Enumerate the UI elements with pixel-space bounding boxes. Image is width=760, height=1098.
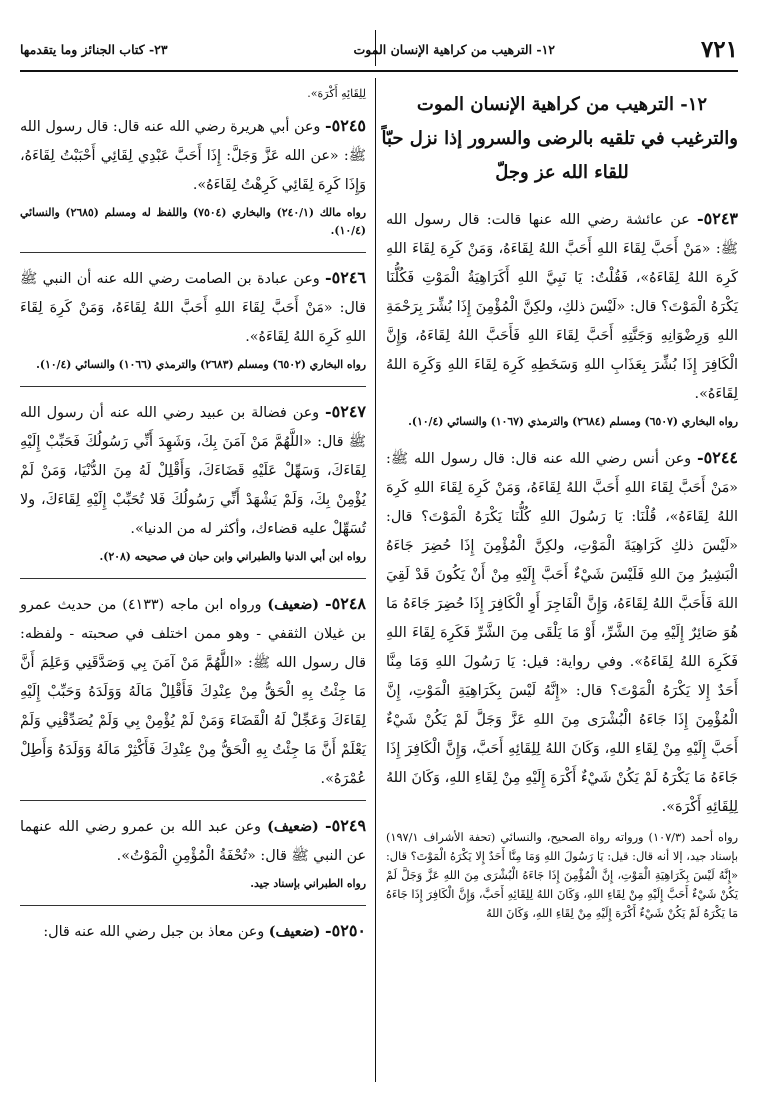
header-divider (375, 30, 376, 66)
running-header (20, 28, 738, 72)
hadith-source: رواه البخاري (٦٥٠٧) ومسلم (٢٦٨٤) والترمذي (١٠٦٧) والنسائي (١٠/٤). (408, 415, 738, 428)
hadith-text: وعن معاذ بن جبل رضي الله عنه قال: (43, 924, 265, 940)
hadith-text: ورواه ابن ماجه (٤١٣٣) من حديث عمرو بن غيلان الثقفي - وهو ممن اختلف في صحبته - ولفظه: قال رسول الله ﷺ: «اللَّهُمَّ مَنْ آمَنَ بِي وَصَدَّقَنِي وَعَلِمَ أَنَّ مَا جِئْتُ بِهِ الْحَقُّ مِنْ عِنْدِكَ فَأَقْلِلْ مَالَهُ وَوَلَدَهُ وَحَبِّبْ إِلَيْهِ لِقَاءَكَ وَعَجِّلْ لَهُ الْقَضَاءَ وَمَنْ لَمْ يُؤْمِنْ بِي وَلَمْ يُصَدِّقْنِي وَلَمْ يَعْلَمْ أَنَّ مَا جِئْتُ بِهِ الْحَقُّ مِنْ عِنْدِكَ فَأَكْثِرْ مَالَهُ وَوَلَدَهُ وَأَطِلْ عُمْرَهُ». (20, 597, 366, 787)
hadith-number: ٥٢٥٠- (324, 921, 366, 940)
hadith-5249 (20, 811, 366, 871)
hadith-text: وعن عبد الله بن عمرو رضي الله عنهما عن النبي ﷺ قال: «تُحْفَةُ الْمُؤْمِنِ الْمَوْتُ». (20, 819, 366, 864)
hadith-5244 (386, 443, 738, 822)
hadith-grade: (ضعيف) (267, 819, 319, 835)
hadith-5245 (20, 111, 366, 200)
right-column (381, 84, 738, 923)
chapter-title (381, 88, 738, 190)
hadith-text: وعن عبادة بن الصامت رضي الله عنه أن النبي ﷺ قال: «مَنْ أَحَبَّ لِقَاءَ اللهِ أَحَبَّ اللهُ لِقَاءَهُ، وَمَنْ كَرِهَ لِقَاءَ اللهِ كَرِهَ اللهُ لِقَاءَهُ». (20, 271, 366, 345)
section-divider (20, 578, 366, 579)
chapter-title-line-2: والترغيب في تلقيه بالرضى والسرور إذا نزل حبّاً (381, 128, 738, 149)
hadith-number: ٥٢٤٣- (696, 209, 738, 228)
hadith-source: رواه أحمد (١٠٧/٣) ورواته رواة الصحيح، والنسائي (تحفة الأشراف ١٩٧/١) بإسناد جيد، إلا أنه قال: قيل: يَا رَسُولَ اللهِ وَمَا مِنَّا أَحَدٌ إِلا يَكْرَهُ الْمَوْتَ؟ قال: «إِنَّهُ لَيْسَ بِكَرَاهِيَةِ الْمَوْتِ، إِنَّ الْمُؤْمِنَ إِذَا جَاءَهُ الْبُشْرَى مِنَ اللهِ عَزَّ وَجَلَّ لَمْ يَكُنْ شَيْءٌ أَحَبَّ إِلَيْهِ مِنْ لِقَاءِ اللهِ، وَكَانَ اللهُ لِلِقَائِهِ أَحَبَّ، وَإِنَّ الْكَافِرَ إِذَا جَاءَهُ مَا يَكْرَهُ لَمْ يَكُنْ شَيْءٌ أَكْرَهَ إِلَيْهِ مِنْ لِقَاءِ اللهِ، وَكَانَ اللهُ (386, 831, 738, 920)
chapter-title-line-3: للقاء الله عز وجلّ (495, 162, 629, 183)
hadith-grade: (ضعيف) (268, 924, 321, 940)
continuation-text: لِلِقَائِهِ أَكْرَهَ». (307, 87, 366, 100)
column-divider (375, 78, 376, 1082)
page-number: ٧٢١ (700, 35, 738, 63)
hadith-text: وعن فضالة بن عبيد رضي الله عنه أن رسول الله ﷺ قال: «اللَّهُمَّ مَنْ آمَنَ بِكَ، وَشَهِدَ أَنِّي رَسُولُكَ فَحَبِّبْ إِلَيْهِ لِقَاءَكَ، وَسَهِّلْ عَلَيْهِ قَضَاءَكَ، وَأَقْلِلْ لَهُ مِنَ الدُّنْيَا، وَمَنْ لَمْ يُؤْمِنْ بِكَ، وَلَمْ يَشْهَدْ أَنِّي رَسُولُكَ فَلا تُحَبِّبْ إِلَيْهِ لِقَاءَكَ، ولا تُسَهِّلْ عليه قضاءك، وأكثر له من الدنيا». (20, 405, 366, 537)
section-header-title: ١٢- الترهيب من كراهية الإنسان الموت (353, 41, 556, 57)
book-page (20, 28, 738, 1088)
chapter-title-line-1: ١٢- الترهيب من كراهية الإنسان الموت (416, 94, 708, 115)
hadith-source: رواه مالك (٢٤٠/١) والبخاري (٧٥٠٤) واللفظ له ومسلم (٢٦٨٥) والنسائي (١٠/٤). (20, 206, 366, 237)
hadith-text: عن عائشة رضي الله عنها قالت: قال رسول الله ﷺ: «مَنْ أَحَبَّ لِقَاءَ اللهِ أَحَبَّ اللهُ لِقَاءَهُ، وَمَنْ كَرِهَ لِقَاءَ اللهِ كَرِهَ اللهُ لِقَاءَهُ»، فَقُلْتُ: يَا نَبِيَّ اللهِ أَكَرَاهِيَةُ الْمَوْتِ فَكُلُّنَا يَكْرَهُ الْمَوْتَ؟ قال: «لَيْسَ ذلكِ، ولكِنَّ الْمُؤْمِنَ إِذَا بُشِّرَ بِرَحْمَةِ اللهِ وَرِضْوَانِهِ وَجَنَّتِهِ أَحَبَّ لِقَاءَ اللهِ فَأَحَبَّ اللهُ لِقَاءَهُ، وَإِنَّ الْكَافِرَ إِذَا بُشِّرَ بِعَذَابِ اللهِ وَسَخَطِهِ كَرِهَ لِقَاءَ اللهِ وَكَرِهَ اللهُ لِقَاءَهُ». (386, 212, 738, 402)
section-divider (20, 800, 366, 801)
hadith-source: رواه الطبراني بإسناد جيد. (250, 877, 366, 890)
section-divider (20, 905, 366, 906)
hadith-number: ٥٢٤٨- (325, 594, 367, 613)
hadith-5248 (20, 589, 366, 794)
hadith-source: رواه البخاري (٦٥٠٢) ومسلم (٢٦٨٣) والترمذي (١٠٦٦) والنسائي (١٠/٤). (36, 358, 366, 371)
hadith-5243 (386, 204, 738, 409)
left-column (20, 84, 366, 947)
hadith-5247 (20, 397, 366, 544)
section-divider (20, 252, 366, 253)
hadith-number: ٥٢٤٥- (324, 116, 366, 135)
section-divider (20, 386, 366, 387)
hadith-number: ٥٢٤٩- (325, 816, 367, 835)
hadith-5246 (20, 263, 366, 352)
hadith-text: وعن أبي هريرة رضي الله عنه قال: قال رسول الله ﷺ: «عن الله عَزَّ وَجَلَّ: إِذَا أَحَبَّ عَبْدِي لِقَائِي أَحْبَبْتُ لِقَاءَهُ، وَإِذَا كَرِهَ لِقَائِي كَرِهْتُ لِقَاءَهُ». (20, 119, 366, 193)
hadith-number: ٥٢٤٧- (325, 402, 367, 421)
hadith-grade: (ضعيف) (267, 597, 320, 613)
hadith-5250 (20, 916, 366, 947)
book-header-title: ٢٣- كتاب الجنائز وما يتقدمها (20, 41, 168, 57)
hadith-text: وعن أنس رضي الله عنه قال: قال رسول الله ﷺ: «مَنْ أَحَبَّ لِقَاءَ اللهِ أَحَبَّ اللهُ لِقَاءَهُ، وَمَنْ كَرِهَ لِقَاءَ اللهِ كَرِهَ اللهُ لِقَاءَهُ»، قُلْنَا: يَا رَسُولَ اللهِ كُلُّنَا يَكْرَهُ الْمَوْتَ؟ قال: «لَيْسَ ذلكِ كَرَاهِيَةَ الْمَوْتِ، ولكِنَّ الْمُؤْمِنَ إِذَا حُضِرَ جَاءَهُ الْبَشِيرُ مِنَ اللهِ فَلَيْسَ شَيْءٌ أَحَبَّ إِلَيْهِ مِنْ أَنْ يَكُونَ قَدْ لَقِيَ اللهَ فَأَحَبَّ اللهُ لِقَاءَهُ، وَإِنَّ الْفَاجِرَ أَوِ الْكَافِرَ إِذَا حُضِرَ جَاءَهُ مَا هُوَ صَائِرٌ إِلَيْهِ مِنَ الشَّرِّ، أَوْ مَا يَلْقَى مِنَ الشَّرِّ فَكَرِهَ لِقَاءَ اللهِ فَكَرِهَ اللهُ لِقَاءَهُ». وفي رواية: قيل: يَا رَسُولَ اللهِ وَمَا مِنَّا أَحَدٌ إِلا يَكْرَهُ الْمَوْتَ؟ قال: «إِنَّهُ لَيْسَ بِكَرَاهِيَةِ الْمَوْتِ، إِنَّ الْمُؤْمِنَ إِذَا جَاءَهُ الْبُشْرَى مِنَ اللهِ عَزَّ وَجَلَّ لَمْ يَكُنْ شَيْءٌ أَحَبَّ إِلَيْهِ مِنْ لِقَاءِ اللهِ، وَكَانَ اللهُ لِلِقَائِهِ أَحَبَّ، وَإِنَّ الْكَافِرَ إِذَا جَاءَهُ مَا يَكْرَهُ لَمْ يَكُنْ شَيْءٌ أَكْرَهَ إِلَيْهِ مِنْ لِقَاءِ اللهِ، وَكَانَ اللهُ لِلِقَائِهِ أَكْرَهَ». (386, 451, 738, 815)
hadith-number: ٥٢٤٤- (696, 448, 738, 467)
hadith-source: رواه ابن أبي الدنيا والطبراني وابن حبان في صحيحه (٢٠٨). (99, 550, 366, 563)
hadith-number: ٥٢٤٦- (325, 268, 367, 287)
